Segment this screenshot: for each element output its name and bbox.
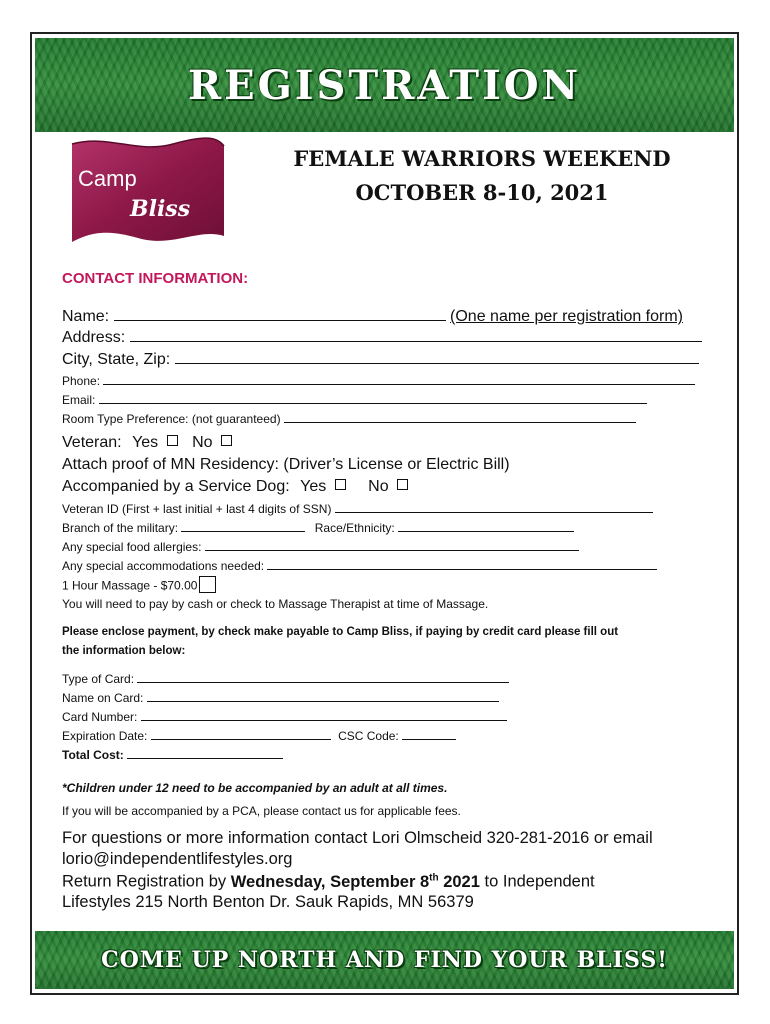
room-row	[62, 412, 636, 426]
food-allergies-label: Any special food allergies:	[62, 540, 202, 554]
return-suffix: to Independent	[484, 872, 595, 891]
residency-text: Attach proof of MN Residency: (Driver’s License or Electric Bill)	[62, 456, 510, 473]
expiration-row	[62, 729, 456, 743]
massage-label: 1 Hour Massage - $70.00	[62, 578, 198, 593]
city-label: City, State, Zip:	[62, 351, 171, 368]
food-row	[62, 540, 579, 554]
card-type-row	[62, 672, 509, 686]
children-note: *Children under 12 need to be accompanied by an adult at all times.	[62, 781, 448, 795]
return-registration-line	[62, 872, 595, 892]
race-field[interactable]	[398, 531, 574, 532]
veteran-row	[62, 434, 236, 452]
service-dog-no-label: No	[368, 478, 389, 495]
massage-row	[62, 578, 216, 595]
name-note: (One name per registration form)	[450, 308, 684, 325]
total-row	[62, 748, 283, 762]
city-row	[62, 351, 699, 369]
expiration-label: Expiration Date:	[62, 729, 148, 743]
logo-word-bliss: Bliss	[130, 196, 191, 222]
city-state-zip-field[interactable]	[175, 363, 699, 364]
return-prefix: Return Registration by	[62, 872, 227, 891]
page-title: REGISTRATION	[187, 62, 582, 109]
contact-heading: CONTACT INFORMATION:	[62, 270, 249, 287]
room-label: Room Type Preference: (not guaranteed)	[62, 412, 281, 426]
slogan: COME UP NORTH AND FIND YOUR BLISS!	[101, 947, 668, 973]
name-label: Name:	[62, 308, 110, 325]
massage-note-row	[62, 597, 488, 611]
address-field[interactable]	[130, 341, 702, 342]
phone-field[interactable]	[103, 384, 695, 385]
accommodations-field[interactable]	[267, 569, 657, 570]
card-number-field[interactable]	[141, 720, 507, 721]
service-dog-yes-label: Yes	[300, 478, 327, 495]
veteran-id-label: Veteran ID (First + last initial + last 4 digits of SSN)	[62, 502, 332, 516]
contact-email: lorio@independentlifestyles.org	[62, 850, 293, 868]
questions-line-1: For questions or more information contact Lori Olmscheid 320-281-2016 or email	[62, 829, 653, 847]
card-type-label: Type of Card:	[62, 672, 135, 686]
phone-row	[62, 374, 695, 388]
race-label: Race/Ethnicity:	[314, 521, 395, 535]
accommodations-row	[62, 559, 657, 573]
service-dog-label: Accompanied by a Service Dog:	[62, 478, 290, 495]
card-number-row	[62, 710, 507, 724]
expiration-field[interactable]	[151, 739, 331, 740]
total-label: Total Cost:	[62, 748, 124, 762]
return-address: Lifestyles 215 North Benton Dr. Sauk Rapids, MN 56379	[62, 893, 474, 911]
veteran-id-field[interactable]	[335, 512, 653, 513]
service-dog-yes-checkbox[interactable]	[335, 479, 346, 490]
branch-row	[62, 521, 574, 535]
card-type-field[interactable]	[137, 682, 509, 683]
total-field[interactable]	[127, 758, 283, 759]
logo-word-camp: Camp	[78, 166, 137, 191]
card-name-row	[62, 691, 499, 705]
veteran-label: Veteran:	[62, 434, 122, 451]
payment-instructions-1: Please enclose payment, by check make payable to Camp Bliss, if paying by credit card please fill out	[62, 626, 619, 638]
phone-label: Phone:	[62, 374, 101, 388]
footer-band	[35, 931, 734, 989]
accommodations-label: Any special accommodations needed:	[62, 559, 265, 573]
massage-checkbox[interactable]	[199, 576, 216, 593]
veteran-no-label: No	[192, 434, 213, 451]
email-field[interactable]	[99, 403, 647, 404]
csc-field[interactable]	[402, 739, 456, 740]
event-name: FEMALE WARRIORS WEEKEND	[293, 146, 671, 171]
service-dog-row	[62, 478, 412, 496]
food-allergies-field[interactable]	[205, 550, 579, 551]
address-row	[62, 329, 702, 347]
registration-form	[30, 32, 739, 995]
service-dog-no-checkbox[interactable]	[397, 479, 408, 490]
residency-row	[62, 456, 510, 474]
card-name-label: Name on Card:	[62, 691, 144, 705]
address-label: Address:	[62, 329, 126, 346]
branch-field[interactable]	[181, 531, 305, 532]
camp-bliss-logo	[68, 136, 228, 248]
event-dates: OCTOBER 8-10, 2021	[355, 180, 609, 205]
csc-label: CSC Code:	[338, 729, 399, 743]
veteran-id-row	[62, 502, 653, 516]
name-row	[62, 308, 683, 326]
header-band	[35, 38, 734, 132]
email-row	[62, 393, 647, 407]
pca-note: If you will be accompanied by a PCA, please contact us for applicable fees.	[62, 804, 461, 818]
veteran-yes-label: Yes	[132, 434, 159, 451]
veteran-yes-checkbox[interactable]	[167, 435, 178, 446]
name-field[interactable]	[114, 320, 446, 321]
payment-instructions-2: the information below:	[62, 645, 186, 657]
card-number-label: Card Number:	[62, 710, 138, 724]
branch-label: Branch of the military:	[62, 521, 179, 535]
return-date: Wednesday, September 8th 2021	[230, 872, 480, 891]
email-label: Email:	[62, 393, 96, 407]
card-name-field[interactable]	[147, 701, 499, 702]
room-preference-field[interactable]	[284, 422, 636, 423]
veteran-no-checkbox[interactable]	[221, 435, 232, 446]
massage-note: You will need to pay by cash or check to Massage Therapist at time of Massage.	[62, 597, 489, 611]
